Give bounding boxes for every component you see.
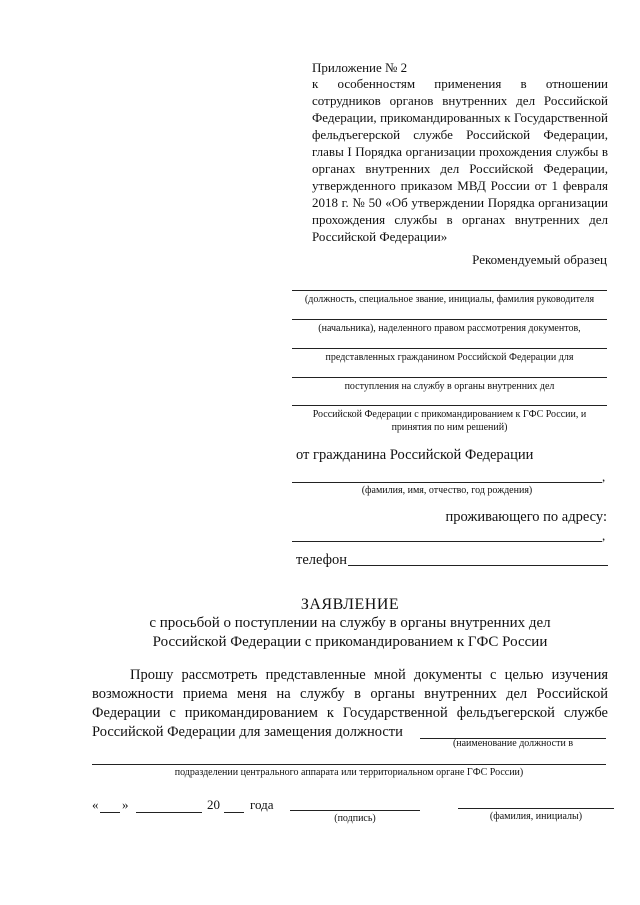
unit-caption: подразделении центрального аппарата или территориальном органе ГФС России) [174,767,524,778]
unit-line[interactable] [92,764,606,765]
phone-label: телефон [296,552,348,568]
date-open-quote: « [92,797,99,812]
citizen-name-comma: , [602,469,606,484]
document-title: ЗАЯВЛЕНИЕ [300,596,400,613]
document-subtitle-line-1: с просьбой о поступлении на службу в органы внутренних дел [149,615,551,631]
position-caption: (наименование должности в [452,738,574,749]
addressee-caption-1: (должность, специальное звание, инициалы, фамилия руководителя [304,294,595,305]
appendix-line-10: Российской Федерации» [312,229,448,244]
citizen-name-line[interactable] [292,482,602,483]
body-line-2: возможности приема меня на службу в органы внутренних дел Российской [92,686,608,702]
date-year-word: года [250,797,274,812]
addressee-caption-6: принятия по ним решений) [391,422,508,433]
signature-line[interactable] [290,810,420,811]
appendix-line-4: фельдъегерской службе Российской Федерации, [312,127,608,142]
appendix-line-6: органах внутренних дел Российской Федерации, [312,161,608,176]
residing-label: проживающего по адресу: [445,509,607,525]
name-caption: (фамилия, инициалы) [489,811,583,822]
addressee-line-2[interactable] [292,319,607,320]
phone-line[interactable] [348,565,608,566]
addressee-line-5[interactable] [292,405,607,406]
appendix-line-1: к особенностям применения в отношении [312,76,608,91]
date-century: 20 [207,797,220,812]
recommended-sample-label: Рекомендуемый образец [472,252,607,267]
appendix-line-8: 2018 г. № 50 «Об утверждении Порядка организации [312,195,608,210]
addressee-line-3[interactable] [292,348,607,349]
addressee-line-1[interactable] [292,290,607,291]
addressee-caption-4: поступления на службу в органы внутренних дел [344,381,555,392]
body-line-3: Федерации с прикомандированием к Государственной фельдъегерской службе [92,705,608,721]
address-comma: , [602,528,606,543]
addressee-caption-2: (начальника), наделенного правом рассмотрения документов, [318,323,581,334]
address-line[interactable] [292,541,602,542]
body-line-4: Российской Федерации для замещения должности [92,724,403,740]
appendix-title: Приложение № 2 [312,60,408,75]
citizen-name-caption: (фамилия, имя, отчество, год рождения) [361,485,533,496]
appendix-line-2: сотрудников органов внутренних дел Российской [312,93,608,108]
appendix-line-5: главы I Порядка организации прохождения службы в [312,144,608,159]
name-line[interactable] [458,808,614,809]
appendix-line-9: прохождения службы в органах внутренних дел [312,212,608,227]
date-day-line[interactable] [100,812,120,813]
date-close-quote: » [122,797,129,812]
date-year-line[interactable] [224,812,244,813]
addressee-caption-3: представленных гражданином Российской Федерации для [325,352,574,363]
from-citizen-label: от гражданина Российской Федерации [296,447,534,463]
addressee-caption-5: Российской Федерации с прикомандированием к ГФС России, и [312,409,587,420]
document-subtitle-line-2: Российской Федерации с прикомандированием к ГФС России [152,634,548,650]
appendix-line-3: Федерации, прикомандированных к Государственной [312,110,608,125]
appendix-line-7: утвержденного приказом МВД России от 1 февраля [312,178,608,193]
body-line-1: Прошу рассмотреть представленные мной документы с целью изучения [130,667,608,683]
date-month-line[interactable] [136,812,202,813]
signature-caption: (подпись) [334,813,376,824]
addressee-line-4[interactable] [292,377,607,378]
